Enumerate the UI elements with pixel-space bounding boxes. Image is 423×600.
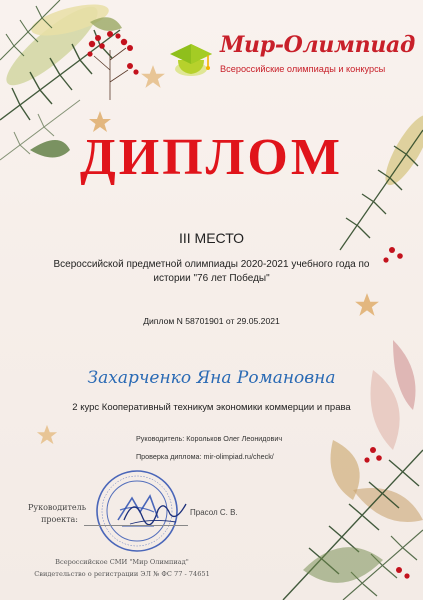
- olympiad-description: Всероссийской предметной олимпиады 2020-2021 учебного года по истории "76 лет Победы": [53, 259, 370, 284]
- star-icon: [36, 424, 58, 446]
- project-leader-label-line1: Руководитель: [28, 503, 87, 512]
- diploma-title: ДИПЛОМ: [80, 129, 343, 186]
- footer-media-name: Всероссийское СМИ "Мир Олимпиад": [55, 558, 189, 566]
- handwritten-signature: [120, 490, 190, 530]
- place-label: III МЕСТО: [178, 230, 245, 246]
- berries-decoration: [80, 30, 140, 100]
- recipient-organization: 2 курс Кооперативный техникум экономики коммерции и права: [72, 402, 351, 413]
- graduation-cap-icon: [168, 34, 214, 80]
- star-icon: [140, 64, 166, 90]
- diploma-number: Диплом N 58701901 от 29.05.2021: [143, 316, 280, 326]
- project-leader-label: [28, 502, 87, 526]
- brand-logo: [168, 28, 418, 88]
- diploma-check-line: Проверка диплома: mir-olimpiad.ru/check/: [136, 452, 274, 461]
- signature-line: [84, 525, 188, 526]
- brand-title: Мир-Олимпиад: [220, 32, 415, 58]
- registration-footer: [22, 556, 222, 580]
- brand-subtitle: Всероссийские олимпиады и конкурсы: [220, 64, 386, 74]
- supervisor-line: Руководитель: Корольков Олег Леонидович: [136, 434, 283, 443]
- project-leader-name: Прасол С. В.: [190, 508, 238, 517]
- recipient-name: Захарченко Яна Романовна: [87, 368, 336, 388]
- project-leader-label-line2: проекта:: [41, 515, 78, 524]
- footer-registration: Свидетельство о регистрации ЭЛ № ФС 77 - 74651: [34, 570, 210, 578]
